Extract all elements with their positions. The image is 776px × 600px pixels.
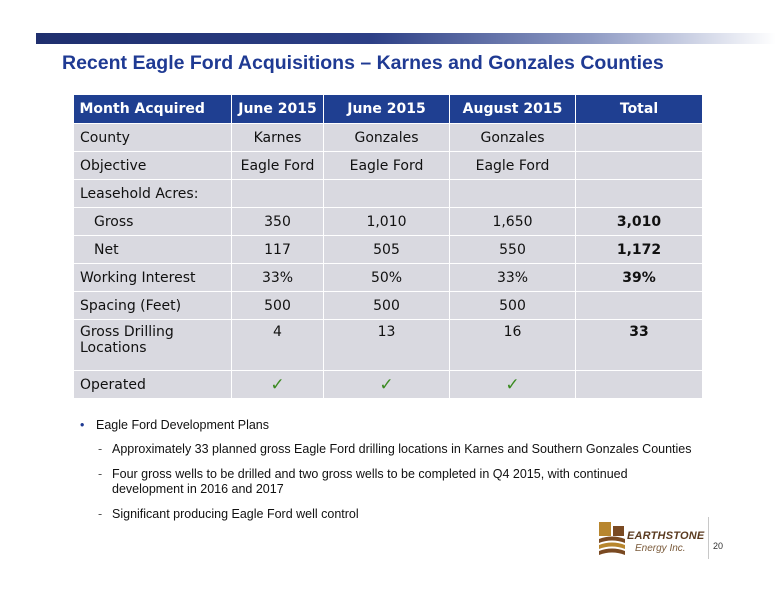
table-cell: [576, 292, 703, 320]
logo-name: EARTHSTONE: [627, 530, 705, 542]
total-cell: 3,010: [576, 208, 703, 236]
bullet-sub-item: [80, 442, 700, 457]
row-label: Gross: [74, 208, 232, 236]
table-row-working-interest: [74, 264, 703, 292]
table-cell: [232, 180, 324, 208]
bullet-main-text: Eagle Ford Development Plans: [96, 418, 270, 432]
bullet-sub-text: Significant producing Eagle Ford well control: [112, 507, 359, 521]
table-cell: Eagle Ford: [450, 152, 576, 180]
table-cell: [576, 124, 703, 152]
total-cell: 39%: [576, 264, 703, 292]
row-label: Leasehold Acres:: [74, 180, 232, 208]
table-cell: 33%: [232, 264, 324, 292]
table-row-spacing: [74, 292, 703, 320]
bullet-sub-text: Four gross wells to be drilled and two gross wells to be completed in Q4 2015, with continued development in 2016 and 2017: [112, 467, 628, 496]
row-label: Net: [74, 236, 232, 264]
table-cell: [576, 180, 703, 208]
header-august-2015: August 2015: [450, 95, 576, 124]
table-row-objective: [74, 152, 703, 180]
dash-icon: -: [98, 467, 103, 481]
checkmark-icon: ✓: [505, 374, 520, 395]
header-june-2015-gonzales: June 2015: [324, 95, 450, 124]
table-cell: Karnes: [232, 124, 324, 152]
table-cell: [576, 371, 703, 399]
table-cell: Eagle Ford: [324, 152, 450, 180]
footer-divider: [708, 517, 709, 559]
checkmark-icon: [450, 371, 576, 399]
checkmark-icon: ✓: [270, 374, 285, 395]
row-label: Objective: [74, 152, 232, 180]
total-cell: 1,172: [576, 236, 703, 264]
logo-subtitle: Energy Inc.: [635, 543, 686, 554]
table-cell: 500: [324, 292, 450, 320]
table-cell: 50%: [324, 264, 450, 292]
table-cell: Gonzales: [450, 124, 576, 152]
development-plans-list: [80, 418, 700, 532]
table-cell: Gonzales: [324, 124, 450, 152]
table-cell: 500: [232, 292, 324, 320]
header-month-acquired: Month Acquired: [74, 95, 232, 124]
table-cell: 16: [450, 320, 576, 371]
table-row-gross: [74, 208, 703, 236]
total-cell: 33: [576, 320, 703, 371]
table-cell: 500: [450, 292, 576, 320]
table-cell: 117: [232, 236, 324, 264]
checkmark-icon: [324, 371, 450, 399]
table-cell: 4: [232, 320, 324, 371]
row-label: Operated: [74, 371, 232, 399]
checkmark-icon: ✓: [379, 374, 394, 395]
page-number: 20: [713, 541, 724, 551]
bullet-sub-item: [80, 467, 700, 497]
table-cell: [324, 180, 450, 208]
bullet-dot-icon: •: [80, 418, 85, 432]
table-cell: 1,650: [450, 208, 576, 236]
acquisitions-table: [73, 95, 703, 399]
table-row-net: [74, 236, 703, 264]
table-cell: 33%: [450, 264, 576, 292]
slide-title: Recent Eagle Ford Acquisitions – Karnes and Gonzales Counties: [62, 52, 664, 74]
table-cell: 505: [324, 236, 450, 264]
row-label: Working Interest: [74, 264, 232, 292]
dash-icon: -: [98, 507, 103, 521]
dash-icon: -: [98, 442, 103, 456]
checkmark-icon: [232, 371, 324, 399]
table-cell: [576, 152, 703, 180]
header-total: Total: [576, 95, 703, 124]
earthstone-logo-icon: [597, 522, 627, 558]
table-cell: 550: [450, 236, 576, 264]
table-cell: 1,010: [324, 208, 450, 236]
table-header-row: [74, 95, 703, 124]
table-cell: Eagle Ford: [232, 152, 324, 180]
row-label: County: [74, 124, 232, 152]
table-row-leasehold-acres: [74, 180, 703, 208]
table-row-operated: [74, 371, 703, 399]
earthstone-logo: [597, 520, 705, 560]
table-cell: 350: [232, 208, 324, 236]
table-row-gross-drilling-locations: [74, 320, 703, 371]
table-cell: [450, 180, 576, 208]
row-label: Gross Drilling Locations: [74, 320, 232, 371]
bullet-sub-text: Approximately 33 planned gross Eagle Ford drilling locations in Karnes and Southern Gonzales Counties: [112, 442, 692, 456]
header-june-2015-karnes: June 2015: [232, 95, 324, 124]
row-label: Spacing (Feet): [74, 292, 232, 320]
bullet-main: [80, 418, 700, 433]
table-cell: 13: [324, 320, 450, 371]
table-row-county: [74, 124, 703, 152]
top-accent-bar: [36, 33, 776, 44]
